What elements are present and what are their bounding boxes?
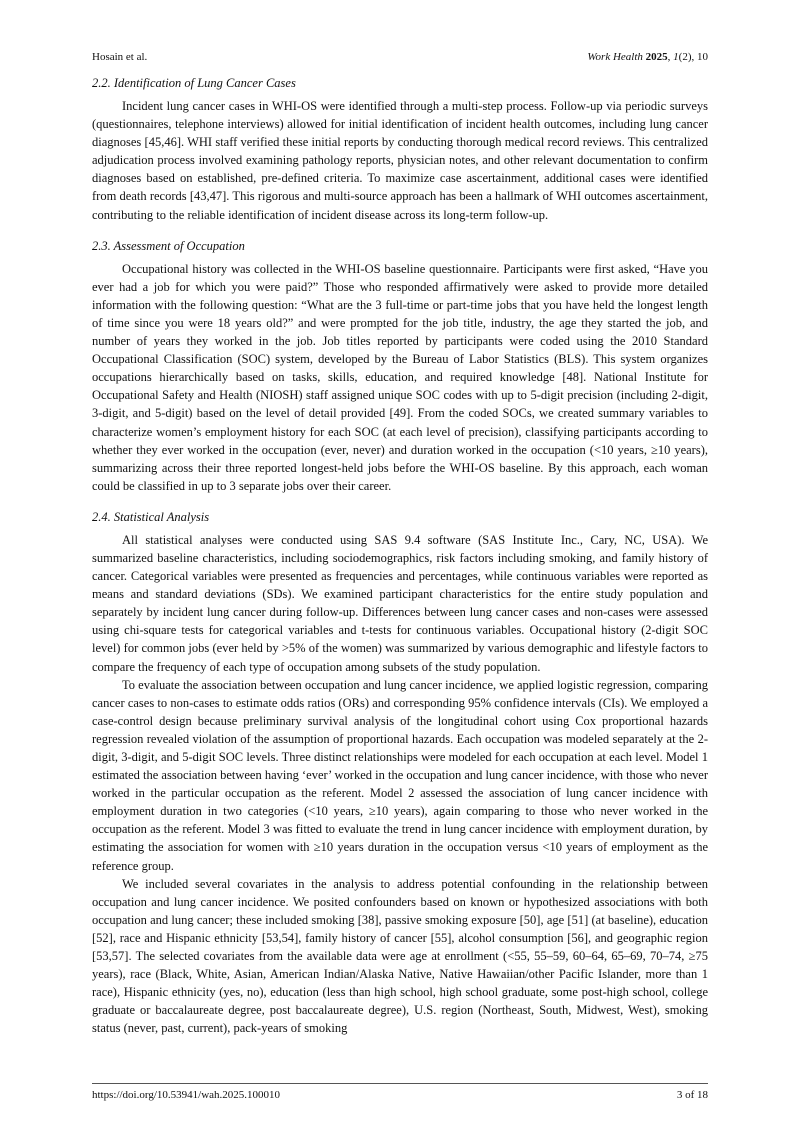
section-heading: 2.3. Assessment of Occupation <box>92 238 245 253</box>
paragraph: All statistical analyses were conducted using SAS 9.4 software (SAS Institute Inc., Cary, NC, USA). We summarized baseline characteristics, including sociodemographics, risk factors including smoking, and family history of cancer. Categorical variables were presented as frequencies and percentages, while continuous variables were reported as means and standard deviations (SDs). We examined participant characteristics for the entire study population and separately by incident lung cancer during follow-up. Differences between lung cancer cases and non-cases were assessed using chi-square tests for categorical variables and t-tests for continuous variables. Occupational history (2-digit SOC level) for common jobs (ever held by >5% of the women) was summarized by various demographic and lifestyle factors to compare the frequency of each type of occupation among subsets of the study population. <box>92 532 708 674</box>
header-authors: Hosain et al. <box>92 51 148 63</box>
article-body <box>92 74 708 1051</box>
paragraph: Incident lung cancer cases in WHI-OS were identified through a multi-step process. Follow-up via periodic surveys (questionnaires, telephone interviews) allowed for initial identification of incident health outcomes, including lung cancer diagnoses [45,46]. WHI staff verified these initial reports by conducting thorough medical record reviews. This centralized adjudication process involved examining pathology reports, physician notes, and other relevant documentation to confirm diagnoses based on established, pre-defined criteria. To maximize case ascertainment, additional cases were identified from death records [43,47]. This rigorous and multi-source approach has been a hallmark of WHI outcomes ascertainment, contributing to the reliable identification of incident disease across its long-term follow-up. <box>92 99 708 222</box>
section-identification <box>92 74 708 224</box>
section-statistics <box>92 508 708 1038</box>
header-citation: Work Health 2025, 1(2), 10 <box>587 51 708 63</box>
header-journal: Work Health <box>587 51 643 63</box>
paragraph: We included several covariates in the analysis to address potential confounding in the relationship between occupation and lung cancer incidence. We posited confounders based on known or hypothesized associations with both occupation and lung cancer; these included smoking [38], passive smoking exposure [50], age [51] (at baseline), education [52], race and Hispanic ethnicity [53,54], family history of cancer [55], alcohol consumption [56], and geographic region [53,57]. The selected covariates from the available data were age at enrollment (<55, 55–59, 60–64, 65–69, 70–74, ≥75 years), race (Black, White, Asian, American Indian/Alaska Native, Native Hawaiian/other Pacific Islander, more than 1 race), Hispanic ethnicity (yes, no), education (less than high school, high school graduate, some post-high school, college graduate or baccalaureate degree, post baccalaureate degree), U.S. region (Northeast, South, Midwest, West), smoking status (never, past, current), pack-years of smoking <box>92 876 708 1036</box>
header-volume: 1 <box>673 51 679 63</box>
doi-link[interactable]: https://doi.org/10.53941/wah.2025.100010 <box>92 1089 281 1101</box>
header-issue: (2), 10 <box>678 51 708 63</box>
section-occupation <box>92 237 708 495</box>
section-heading: 2.4. Statistical Analysis <box>92 509 210 524</box>
running-header <box>92 48 708 66</box>
footer-divider <box>92 1083 708 1084</box>
paragraph: To evaluate the association between occupation and lung cancer incidence, we applied logistic regression, comparing cancer cases to non-cases to estimate odds ratios (ORs) and corresponding 95% confidence intervals (CIs). We employed a case-control design because preliminary survival analysis of the longitudinal cohort using Cox proportional hazards regression revealed violation of the assumption of proportional hazards. Each occupation was modeled separately at the 2-digit, 3-digit, and 5-digit SOC levels. Three distinct relationships were modeled for each occupation at each level. Model 1 estimated the association between having ‘ever’ worked in the occupation and lung cancer incidence, with those who never worked in the particular occupation as the referent. Model 2 assessed the association of lung cancer incidence with employment duration in two categories (<10 years, ≥10 years), again comparing to those who never worked in the occupation as the referent. Model 3 was fitted to evaluate the trend in lung cancer incidence with employment duration, by estimating the association for women with ≥10 years duration in the occupation versus <10 years of employment as the reference group. <box>92 677 708 873</box>
section-heading: 2.2. Identification of Lung Cancer Cases <box>92 76 296 90</box>
page-number: 3 of 18 <box>676 1089 708 1101</box>
paragraph: Occupational history was collected in the WHI-OS baseline questionnaire. Participants were first asked, “Have you ever had a job for which you were paid?” Those who responded affirmatively were asked to provide more detailed information with the following question: “What are the 3 full-time or part-time jobs that you have held the longest length of time since you were 18 years old?” and were prompted for the job title, industry, the age they started the job, and number of years they worked in the job. Job titles reported by participants were coded using the 2010 Standard Occupational Classification (SOC) system, developed by the Bureau of Labor Statistics (BLS). This system organizes occupations hierarchically based on tasks, skills, education, and required knowledge [48]. National Institute for Occupational Safety and Health (NIOSH) staff assigned unique SOC codes with up to 5-digit precision (including 2-digit, 3-digit, and 5-digit) based on the level of detail provided [49]. From the coded SOCs, we created summary variables to characterize women’s employment history for each SOC (at each level of precision), classifying participants according to whether they ever worked in the occupation (ever, never) and duration worked in the occupation (<10 years, ≥10 years), summarizing across their three reported longest-held jobs before the WHI-OS baseline. By this approach, each woman could be classified in up to 3 separate jobs over their career. <box>92 261 708 493</box>
header-year: 2025 <box>645 51 668 63</box>
running-footer <box>92 1086 708 1104</box>
